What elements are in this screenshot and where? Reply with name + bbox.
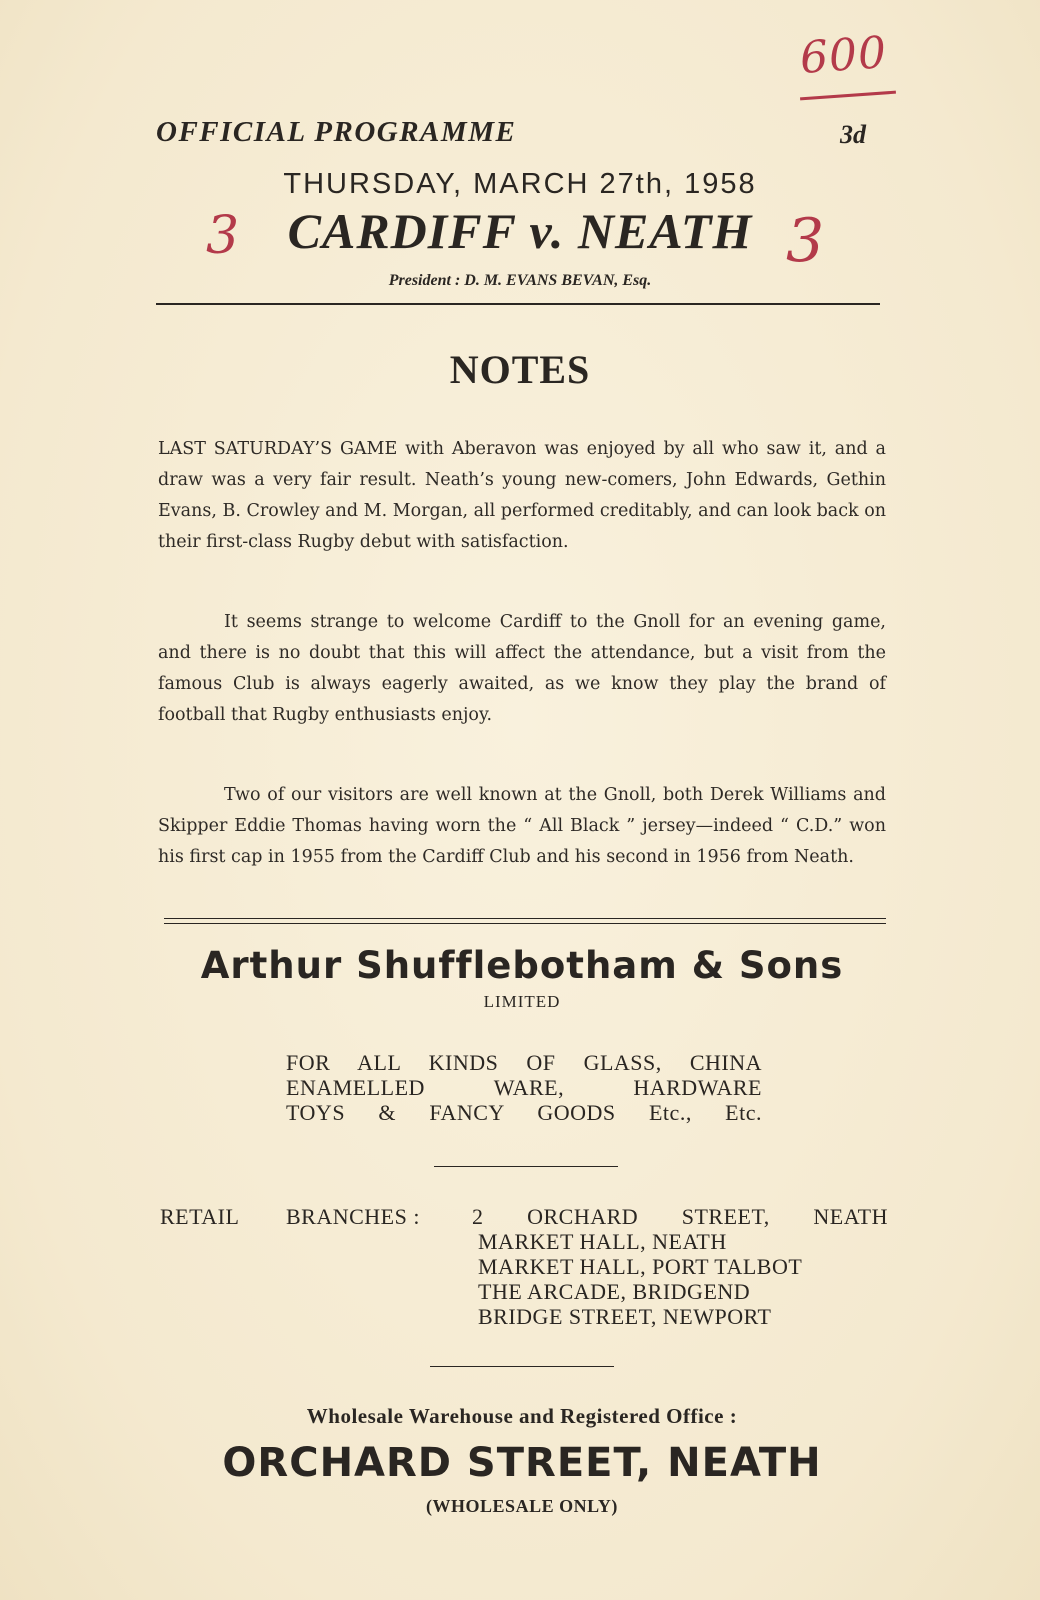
programme-price: 3d	[840, 120, 866, 149]
handwritten-score-left: 3	[206, 206, 240, 266]
header-divider	[156, 303, 880, 305]
handwritten-underline	[800, 91, 896, 101]
branch-address: BRIDGE STREET, NEWPORT	[478, 1304, 772, 1329]
branch-address: MARKET HALL, PORT TALBOT	[478, 1254, 803, 1279]
branch-address: THE ARCADE, BRIDGEND	[478, 1279, 751, 1304]
match-title: CARDIFF v. NEATH	[287, 203, 753, 259]
branch-address: 2 ORCHARD STREET, NEATH	[472, 1204, 888, 1229]
president-line: President : D. M. EVANS BEVAN, Esq.	[388, 272, 652, 289]
handwritten-number: 600	[798, 27, 889, 84]
branch-address: MARKET HALL, NEATH	[478, 1229, 727, 1254]
advert-firm-name: Arthur Shufflebotham & Sons	[200, 944, 844, 987]
match-date: THURSDAY, MARCH 27th, 1958	[283, 168, 757, 200]
advert-goods-line: FOR ALL KINDS OF GLASS, CHINA	[286, 1050, 762, 1075]
advert-limited: LIMITED	[483, 992, 561, 1011]
wholesale-only-note: (WHOLESALE ONLY)	[426, 1496, 618, 1516]
advert-goods-line: ENAMELLED WARE, HARDWARE	[286, 1075, 762, 1100]
wholesale-label: Wholesale Warehouse and Registered Office :	[306, 1404, 738, 1428]
branches-label: BRANCHES :	[286, 1204, 420, 1229]
notes-paragraph: LAST SATURDAY’S GAME with Aberavon was enjoyed by all who saw it, and a draw was a very fair result. Neath’s young new-comers, John Edwards, Gethin Evans, B. Crowley and M. Morgan, all performed creditably, and can look back on their first-class Rugby debut with satisfaction.	[158, 439, 886, 552]
notes-heading: NOTES	[449, 347, 591, 392]
short-divider	[434, 1166, 618, 1167]
programme-title: OFFICIAL PROGRAMME	[156, 116, 517, 148]
handwritten-score-right: 3	[786, 206, 825, 276]
office-address: ORCHARD STREET, NEATH	[222, 1440, 822, 1486]
notes-paragraph: Two of our visitors are well known at the Gnoll, both Derek Williams and Skipper Eddie Thomas having worn the “ All Black ” jersey—indeed “ C.D.” won his first cap in 1955 from the Cardiff Club and his second in 1956 from Neath.	[158, 785, 886, 867]
advert-goods-line: TOYS & FANCY GOODS Etc., Etc.	[286, 1100, 762, 1125]
notes-paragraph: It seems strange to welcome Cardiff to the Gnoll for an evening game, and there is no doubt that this will affect the attendance, but a visit from the famous Club is always eagerly awaited, as we know they play the brand of football that Rugby enthusiasts enjoy.	[158, 612, 886, 725]
double-divider	[164, 918, 886, 924]
short-divider	[430, 1366, 614, 1367]
retail-label: RETAIL	[160, 1204, 240, 1229]
